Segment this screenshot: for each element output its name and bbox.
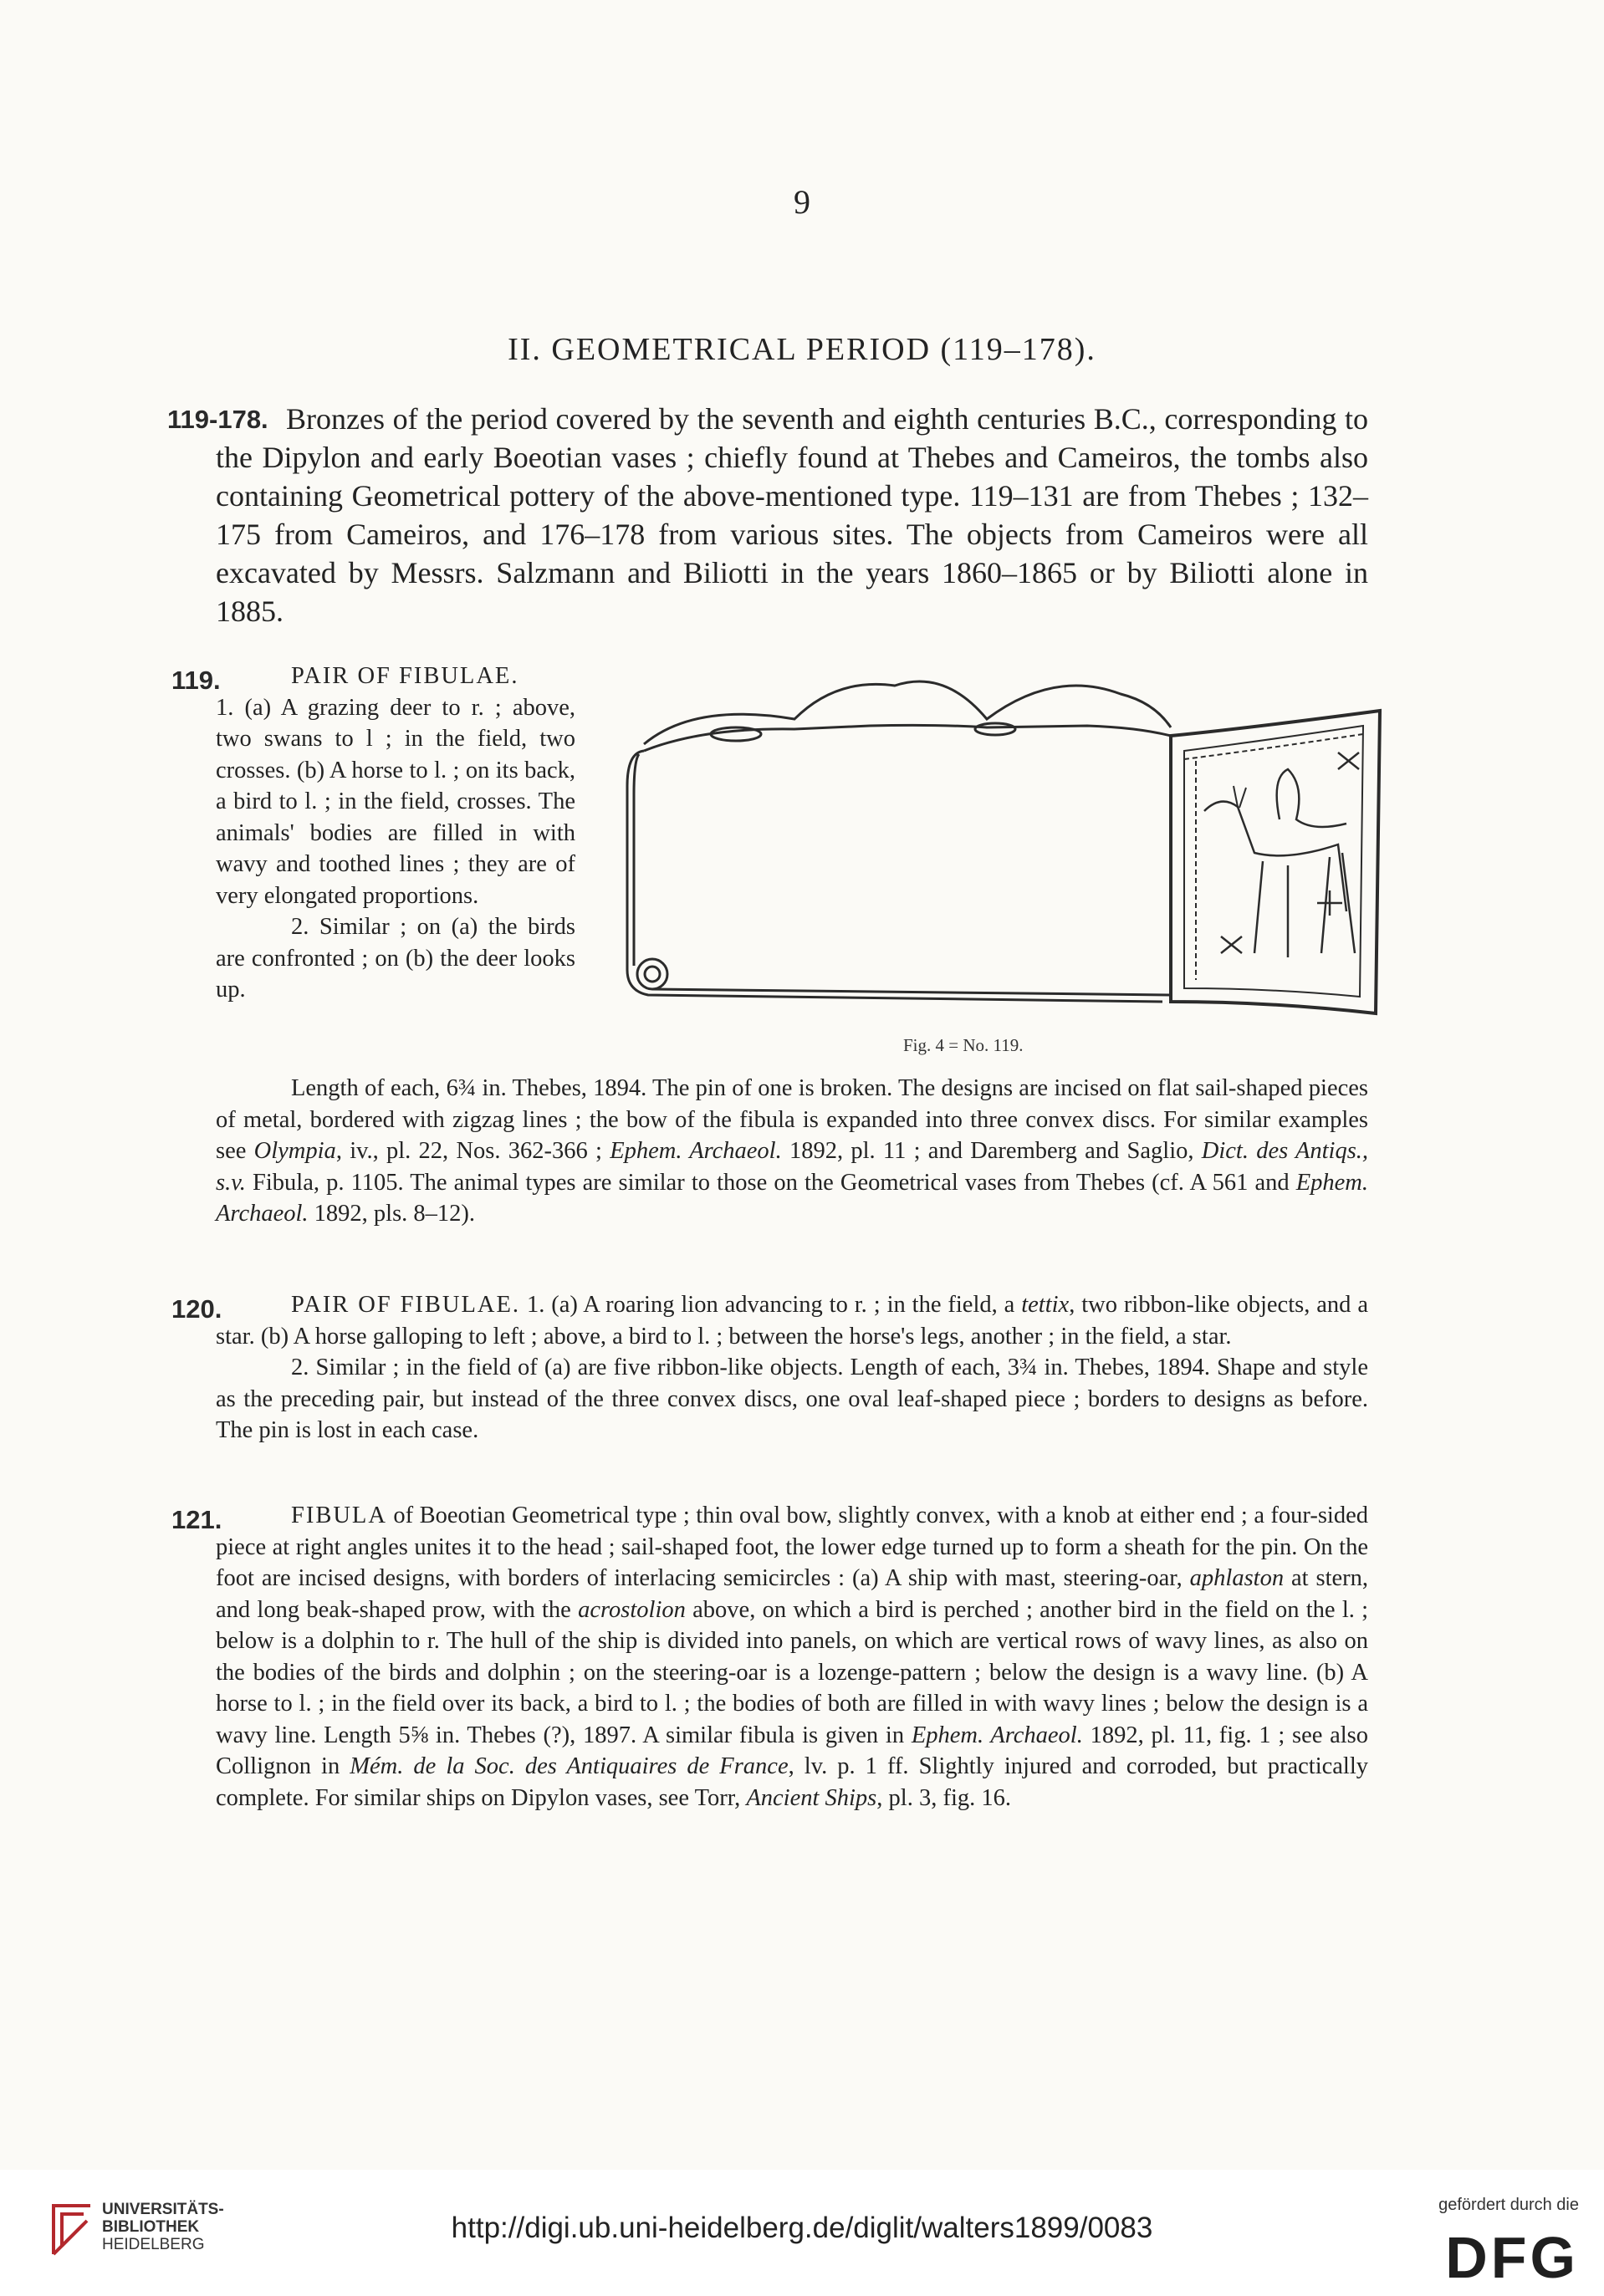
entry-119-heading-line	[216, 661, 575, 692]
text-run: 1. (a) A roaring lion advancing to r. ; in the field, a	[526, 1292, 1015, 1318]
intro-paragraph	[216, 400, 1368, 630]
text-run-italic: Ephem. Archaeol.	[610, 1138, 782, 1164]
entry-119-full-text	[216, 1073, 1368, 1230]
intro-text: Bronzes of the period covered by the seventh and eighth centuries B.C., corresponding to the Dipylon and early Boeotian vases ; chiefly found at Thebes and Cameiros, the tombs also containing Geometrical pottery of the above-mentioned type. 119–131 are from Thebes ; 132–175 from Cameiros, and 176–178 from various sites. The objects from Cameiros were all excavated by Messrs. Salzmann and Biliotti in the years 1860–1865 or by Biliotti alone in 1885.	[216, 402, 1368, 628]
entry-119-column	[216, 661, 575, 1006]
text-run: 1892, pls. 8–12).	[314, 1201, 476, 1227]
text-run-italic: acrostolion	[578, 1596, 686, 1623]
text-run-italic: Mém. de la Soc. des Antiquaires de France	[350, 1753, 789, 1779]
entry-121-text	[216, 1500, 1368, 1814]
entry-119-full	[216, 1073, 1368, 1230]
text-run-italic: Olympia	[253, 1138, 336, 1164]
entry-119-col-text-2: 2. Similar ; on (a) the birds are confronted ; on (b) the deer looks up.	[216, 914, 575, 1003]
funding-label: gefördert durch die	[1438, 2196, 1579, 2214]
text-run: , iv., pl. 22, Nos. 362-366 ;	[335, 1138, 602, 1164]
text-run-italic: Dict. des Antiqs., s.v.	[216, 1138, 1369, 1196]
entry-number-intro: 119-178.	[167, 405, 268, 434]
text-run-italic: Ephem. Archaeol.	[216, 1169, 1369, 1227]
entry-120	[216, 1289, 1368, 1446]
text-run: Fibula, p. 1105. The animal types are similar to those on the Geometrical vases from Thebes (cf. A 561 and	[253, 1169, 1290, 1196]
figure-caption: Fig. 4 = No. 119.	[903, 1035, 1024, 1055]
text-run: 1892, pl. 11, fig. 1 ; see also Collignon in	[216, 1722, 1369, 1779]
text-run-italic: Ephem. Archaeol.	[911, 1722, 1083, 1748]
fibula-illustration	[619, 652, 1388, 1020]
text-run: above, on which a bird is perched ; another bird in the field on the l. ; below is a dolphin to r. The hull of the ship is divided into panels, on which are vertical rows of wavy lines, as also on the bodies of the birds and dolphin ; on the steering-oar is a lozenge-pattern ; below the design is a wavy line. (b) A horse to l. ; in the field over its back, a bird to l. ; the bodies of both are filled in with wavy lines ; below the design is a wavy line. Length 5⅝ in. Thebes (?), 1897. A similar fibula is given in	[216, 1596, 1369, 1748]
entry-121-heading: FIBULA	[291, 1503, 387, 1528]
text-run: Length of each, 6¾ in. Thebes, 1894. The pin of one is broken. The designs are incised on flat sail-shaped pieces of metal, bordered with zigzag lines ; the bow of the fibula is expanded into three convex discs. For similar examples see	[216, 1075, 1368, 1164]
entry-119-col-text-1: 1. (a) A grazing deer to r. ; above, two swans to l ; in the field, two crosses. (b) A horse to l. ; on its back, a bird to l. ; in the field, crosses. The animals' bodies are filled in with wavy and toothed lines ; they are of very elongated proportions.	[216, 694, 575, 909]
library-line-1: UNIVERSITÄTS-	[102, 2201, 224, 2218]
text-run: , pl. 3, fig. 16.	[876, 1784, 1011, 1811]
entry-number-121: 121.	[171, 1505, 222, 1534]
text-run: of Boeotian Geometrical type ; thin oval bow, slightly convex, with a knob at either end ; a four-sided piece at right angles unites it to the head ; sail-shaped foot, the lower edge turned up to form a sheath for the pin. On the foot are incised designs, with borders of interlacing semicircles : (a) A ship with mast, steering-oar,	[216, 1503, 1368, 1591]
text-run: , lv. p. 1 ff. Slightly injured and corroded, but practically complete. For similar ships on Dipylon vases, see Torr,	[216, 1753, 1369, 1811]
entry-120-text-1	[216, 1289, 1368, 1352]
library-line-2: BIBLIOTHEK	[102, 2218, 200, 2236]
page-number: 9	[794, 183, 810, 221]
entry-119-heading: PAIR OF FIBULAE.	[291, 663, 519, 689]
entry-121	[216, 1500, 1368, 1814]
text-run-italic: Ancient Ships	[746, 1784, 877, 1811]
dfg-logo: DFG	[1445, 2225, 1579, 2290]
text-run-italic: aphlaston	[1189, 1565, 1285, 1591]
library-line-3: HEIDELBERG	[102, 2236, 205, 2253]
entry-120-text-2: 2. Similar ; in the field of (a) are five ribbon-like objects. Length of each, 3¾ in. Thebes, 1894. Shape and style as the preceding pair, but instead of the three convex discs, one oval leaf-shaped piece ; borders to designs as before. The pin is lost in each case.	[216, 1355, 1368, 1443]
entry-number-120: 120.	[171, 1294, 222, 1324]
text-run-italic: tettix	[1021, 1292, 1070, 1318]
text-run: at stern, and long beak-shaped prow, with the	[216, 1565, 1369, 1623]
section-title: II. GEOMETRICAL PERIOD (119–178).	[508, 332, 1096, 367]
entry-number-119: 119.	[171, 666, 221, 695]
entry-120-heading: PAIR OF FIBULAE.	[291, 1292, 521, 1318]
text-run: , two ribbon-like objects, and a star. (b) A horse galloping to left ; above, a bird to l. ; between the horse's legs, another ; in the field, a star.	[216, 1292, 1368, 1350]
source-url-link[interactable]: http://digi.ub.uni-heidelberg.de/diglit/walters1899/0083	[451, 2212, 1153, 2244]
text-run: 1892, pl. 11 ; and Daremberg and Saglio,	[789, 1138, 1194, 1164]
